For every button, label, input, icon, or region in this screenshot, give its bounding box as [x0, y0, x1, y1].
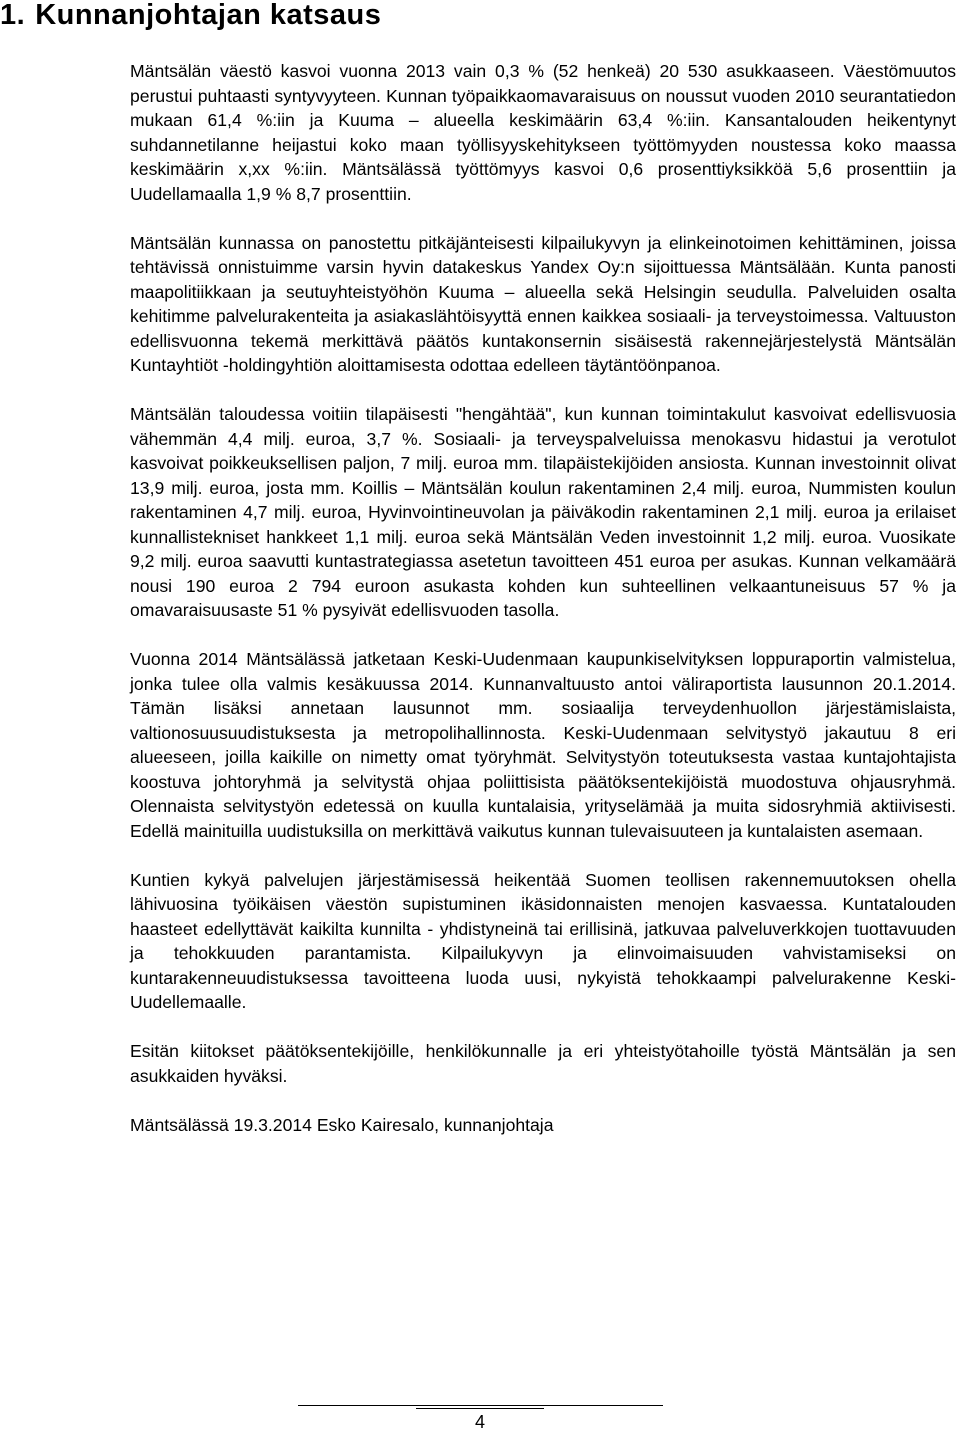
paragraph-thanks: Esitän kiitokset päätöksentekijöille, henkilökunnalle ja eri yhteistyötahoille työstä Mäntsälän ja sen asukkaiden hyväksi.: [130, 1041, 956, 1086]
document-body: [130, 59, 956, 1137]
section-title: Kunnanjohtajan katsaus: [35, 0, 382, 31]
paragraph-competitiveness: Mäntsälän kunnassa on panostettu pitkäjänteisesti kilpailukyvyn ja elinkeinotoimen kehittäminen, joissa tehtävissä onnistuimme varsin hyvin datakeskus Yandex Oy:n sijoittuessa Mäntsälään. Kunta panosti maapolitiikkaan ja seutuyhteistyöhön Kuuma – alueella sekä Helsingin seudulla. Palveluiden osalta kehitimme palvelurakenteita ja asiakaslähtöisyyttä ennen kaikkea sosiaali- ja terveystoimessa. Valtuuston edellisvuonna tekemä merkittävä päätös kuntakonsernin sisäisestä rakennejärjestelystä Mäntsälän Kuntayhtiöt -holdingyhtiön aloittamisesta odottaa edelleen täytäntöönpanoa.: [130, 232, 956, 375]
footer-divider: [298, 1405, 663, 1406]
section-heading: [0, 0, 381, 30]
paragraph-population: Mäntsälän väestö kasvoi vuonna 2013 vain 0,3 % (52 henkeä) 20 530 asukkaaseen. Väestömuutos perustui puhtaasti syntyvyyteen. Kunnan työpaikkaomavaraisuus on noussut vuoden 2010 seurantatiedon mukaan 61,4 %:iin ja Kuuma – alueella keskimäärin 63,4 %:iin. Kansantalouden heikentynyt suhdannetilanne heijastui koko maan työllisyyskehitykseen työttömyyden noustessa koko maassa keskimäärin x,xx %:iin. Mäntsälässä työttömyys kasvoi 0,6 prosenttiyksikköä 5,6 prosenttiin ja Uudellamaalla 1,9 % 8,7 prosenttiin.: [130, 61, 956, 204]
signature-line: Mäntsälässä 19.3.2014 Esko Kairesalo, kunnanjohtaja: [130, 1114, 554, 1135]
paragraph-municipal-services: Kuntien kykyä palvelujen järjestämisessä heikentää Suomen teollisen rakennemuutoksen ohella lähivuosina työikäisen väestön supistuminen ikäsidonnaisten menojen kasvaessa. Kuntatalouden haasteet edellyttävät kaikilta kunnilta - yhdistyneinä tai erillisinä, jatkuvaa palveluverkkojen tuottavuuden ja tehokkuuden parantamista. Kilpailukyvyn ja elinvoimaisuuden vahvistamiseksi on kuntarakenneuudistuksessa tavoitteena luoda uusi, nykyistä tehokkaampi palvelurakenne Keski-Uudellemaalle.: [130, 869, 956, 1012]
paragraph-economy: Mäntsälän taloudessa voitiin tilapäisesti "hengähtää", kun kunnan toimintakulut kasvoivat edellisvuosia vähemmän 4,4 milj. euroa, 3,7 %. Sosiaali- ja terveyspalveluissa menokasvu hidastui ja verotulot kasvoivat poikkeuksellisen paljon, 7 milj. euroa mm. tilapäistekijöiden ansiosta. Kunnan investoinnit olivat 13,9 milj. euroa, josta mm. Koillis – Mäntsälän koulun rakentaminen 2,4 milj. euroa, Nummisten koulun rakentaminen 4,7 milj. euroa, Hyvinvointineuvolan ja päiväkodin rakentaminen 2,1 milj. euroa ja erilaiset kunnallistekniset hankkeet 1,1 milj. euroa sekä Mäntsälän Veden investoinnit 1,2 milj. euroa. Vuosikate 9,2 milj. euroa saavutti kuntastrategiassa asetetun tavoitteen 451 euroa per asukas. Kunnan velkamäärä nousi 190 euroa 2 794 euroon asukasta kohden kun suhteellinen velkaantuneisuus 57 % ja omavaraisuusaste 51 % pysyivät edellisvuoden tasolla.: [130, 404, 956, 620]
section-number: 1.: [0, 0, 26, 31]
paragraph-city-survey: Vuonna 2014 Mäntsälässä jatketaan Keski-Uudenmaan kaupunkiselvityksen loppuraportin valmistelua, jonka tulee olla valmis kesäkuussa 2014. Kunnanvaltuusto antoi väliraportista lausunnon 20.1.2014. Tämän lisäksi annetaan lausunnot mm. sosiaalija terveydenhuollon järjestämislaista, valtionosuusuudistuksesta ja metropolihallinnosta. Keski-Uudenmaan selvitystyö jakautuu 8 eri alueeseen, joilla kaikille on nimetty omat työryhmät. Selvitystyön toteutuksesta vastaa kuntajohtajista koostuva johtoryhmä ja selvitystä ohjaa poliittisista päätöksentekijöistä muodostuva ohjausryhmä. Olennaista selvitystyön edetessä on kuulla kuntalaisia, yrityselämää ja muita sidosryhmiä aktiivisesti. Edellä mainituilla uudistuksilla on merkittävä vaikutus kunnan tulevaisuuteen ja kuntalaisten asemaan.: [130, 649, 956, 841]
footer-divider-short: [416, 1408, 544, 1409]
page-number: 4: [474, 1412, 485, 1432]
